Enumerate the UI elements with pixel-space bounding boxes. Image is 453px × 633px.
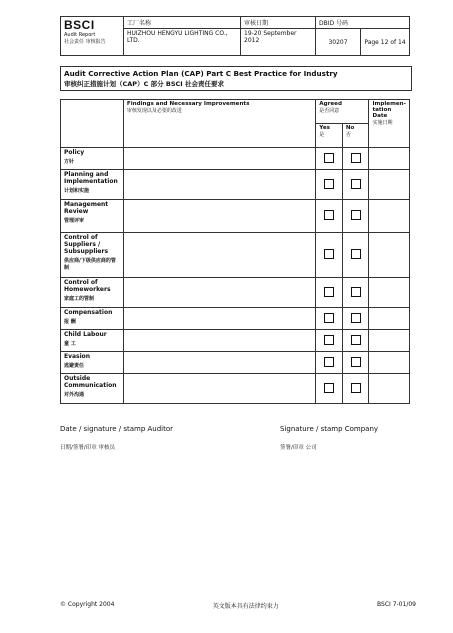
no-cell bbox=[342, 233, 369, 278]
row-label-en: Policy bbox=[64, 149, 85, 156]
findings-cell[interactable] bbox=[123, 352, 315, 374]
findings-cell[interactable] bbox=[123, 308, 315, 330]
yes-header bbox=[316, 124, 343, 148]
yes-cell bbox=[316, 278, 343, 308]
yes-checkbox[interactable] bbox=[324, 383, 334, 393]
brand-logo: BSCI bbox=[64, 18, 95, 32]
no-checkbox[interactable] bbox=[351, 153, 361, 163]
dbid-value: 30207 bbox=[316, 29, 361, 56]
findings-cell[interactable] bbox=[123, 148, 315, 170]
no-header-cn: 否 bbox=[345, 132, 351, 138]
yes-header-cn: 是 bbox=[319, 132, 325, 138]
row-label-en: Planning and Implementation bbox=[64, 171, 118, 185]
row-label-en: Control of Homeworkers bbox=[64, 279, 111, 293]
no-checkbox[interactable] bbox=[351, 210, 361, 220]
doc-code: BSCI 7-01/09 bbox=[377, 601, 416, 608]
table-row bbox=[61, 278, 410, 308]
agreed-header-cn: 是否同意 bbox=[319, 108, 340, 114]
row-label-cn: 对外沟通 bbox=[64, 392, 85, 398]
row-label-en: Evasion bbox=[64, 353, 91, 360]
row-label bbox=[61, 170, 124, 200]
impl-header-en: Implemen-tation Date bbox=[372, 101, 406, 119]
agreed-header-en: Agreed bbox=[319, 101, 342, 107]
row-label-en: Management Review bbox=[64, 201, 109, 215]
corner-cell bbox=[61, 100, 124, 148]
row-label bbox=[61, 148, 124, 170]
findings-header-en: Findings and Necessary Improvements bbox=[126, 101, 250, 107]
row-label-cn: 逃避责任 bbox=[64, 363, 85, 369]
no-cell bbox=[342, 200, 369, 233]
row-label-en: Child Labour bbox=[64, 331, 107, 338]
header-table bbox=[60, 16, 410, 56]
row-label bbox=[61, 278, 124, 308]
impl-date-cell[interactable] bbox=[369, 148, 410, 170]
row-label-cn: 报 酬 bbox=[64, 319, 76, 325]
yes-checkbox[interactable] bbox=[324, 210, 334, 220]
impl-date-cell[interactable] bbox=[369, 352, 410, 374]
row-label bbox=[61, 374, 124, 404]
impl-date-cell[interactable] bbox=[369, 170, 410, 200]
no-checkbox[interactable] bbox=[351, 249, 361, 259]
row-label-cn: 家庭工的管制 bbox=[64, 296, 95, 302]
copyright: © Copyright 2004 bbox=[60, 601, 115, 608]
yes-cell bbox=[316, 233, 343, 278]
auditor-signature-cn: 日期/签署/印章 审核员 bbox=[60, 445, 115, 451]
no-cell bbox=[342, 330, 369, 352]
findings-cell[interactable] bbox=[123, 200, 315, 233]
impl-date-cell[interactable] bbox=[369, 278, 410, 308]
company-signature-en: Signature / stamp Company bbox=[280, 425, 379, 433]
footer bbox=[60, 601, 416, 610]
table-row bbox=[61, 233, 410, 278]
no-cell bbox=[342, 308, 369, 330]
no-cell bbox=[342, 170, 369, 200]
yes-cell bbox=[316, 330, 343, 352]
yes-cell bbox=[316, 200, 343, 233]
impl-date-cell[interactable] bbox=[369, 200, 410, 233]
brand-cell bbox=[61, 17, 124, 56]
auditor-signature-en: Date / signature / stamp Auditor bbox=[60, 425, 174, 433]
yes-cell bbox=[316, 148, 343, 170]
impl-date-cell[interactable] bbox=[369, 374, 410, 404]
table-row bbox=[61, 148, 410, 170]
date-label: 审核日期 bbox=[241, 17, 316, 29]
row-label-cn: 管理评审 bbox=[64, 218, 85, 224]
yes-checkbox[interactable] bbox=[324, 313, 334, 323]
no-header bbox=[342, 124, 369, 148]
legal-note: 英文版本具有法律约束力 bbox=[212, 603, 279, 610]
row-label bbox=[61, 308, 124, 330]
findings-cell[interactable] bbox=[123, 278, 315, 308]
impl-date-cell[interactable] bbox=[369, 233, 410, 278]
row-label bbox=[61, 330, 124, 352]
no-checkbox[interactable] bbox=[351, 357, 361, 367]
section-title-cn: 审核纠正措施计划（CAP）C 部分 BSCI 社会责任要求 bbox=[64, 80, 224, 88]
row-label bbox=[61, 352, 124, 374]
findings-cell[interactable] bbox=[123, 233, 315, 278]
page-number: Page 12 of 14 bbox=[361, 29, 410, 56]
row-label-en: Control of Suppliers / Subsuppliers bbox=[64, 234, 109, 255]
dbid-label: DBID 号码 bbox=[316, 17, 410, 29]
yes-cell bbox=[316, 374, 343, 404]
no-cell bbox=[342, 278, 369, 308]
findings-cell[interactable] bbox=[123, 330, 315, 352]
auditor-signature bbox=[60, 425, 173, 451]
impl-header-cn: 实施日期 bbox=[372, 120, 393, 126]
row-label bbox=[61, 233, 124, 278]
factory-label: 工厂名称 bbox=[124, 17, 241, 29]
yes-cell bbox=[316, 170, 343, 200]
no-cell bbox=[342, 352, 369, 374]
findings-cell[interactable] bbox=[123, 170, 315, 200]
row-label-cn: 计划和实施 bbox=[64, 188, 90, 194]
cap-table bbox=[60, 99, 410, 404]
findings-cell[interactable] bbox=[123, 374, 315, 404]
audit-date: 19-20 September 2012 bbox=[241, 29, 316, 56]
yes-cell bbox=[316, 352, 343, 374]
report-title-cn: 社会责任 审核报告 bbox=[64, 39, 106, 45]
table-row bbox=[61, 330, 410, 352]
yes-checkbox[interactable] bbox=[324, 249, 334, 259]
no-cell bbox=[342, 148, 369, 170]
row-label-cn: 供应商/下级供应商的管制 bbox=[64, 258, 116, 271]
yes-checkbox[interactable] bbox=[324, 335, 334, 345]
agreed-header bbox=[316, 100, 369, 124]
no-checkbox[interactable] bbox=[351, 313, 361, 323]
no-checkbox[interactable] bbox=[351, 383, 361, 393]
row-label-cn: 方针 bbox=[64, 159, 75, 165]
no-checkbox[interactable] bbox=[351, 287, 361, 297]
no-checkbox[interactable] bbox=[351, 335, 361, 345]
no-header-en: No bbox=[345, 125, 355, 131]
factory-name: HUIZHOU HENGYU LIGHTING CO., LTD. bbox=[124, 29, 241, 56]
impl-header bbox=[369, 100, 410, 148]
impl-date-cell[interactable] bbox=[369, 330, 410, 352]
row-label bbox=[61, 200, 124, 233]
findings-header-cn: 审核发现以及必要的改进 bbox=[126, 108, 182, 114]
company-signature-cn: 签署/印章 公司 bbox=[280, 445, 317, 451]
impl-date-cell[interactable] bbox=[369, 308, 410, 330]
yes-checkbox[interactable] bbox=[324, 357, 334, 367]
company-signature bbox=[280, 425, 378, 451]
yes-checkbox[interactable] bbox=[324, 153, 334, 163]
table-row bbox=[61, 374, 410, 404]
yes-checkbox[interactable] bbox=[324, 287, 334, 297]
table-row bbox=[61, 308, 410, 330]
table-row bbox=[61, 352, 410, 374]
yes-header-en: Yes bbox=[319, 125, 330, 131]
row-label-en: Compensation bbox=[64, 309, 113, 316]
section-title-en: Audit Corrective Action Plan (CAP) Part C Best Practice for Industry bbox=[64, 69, 338, 78]
findings-header bbox=[123, 100, 315, 148]
yes-checkbox[interactable] bbox=[324, 179, 334, 189]
report-title-en: Audit Report bbox=[64, 32, 96, 38]
table-row bbox=[61, 170, 410, 200]
no-checkbox[interactable] bbox=[351, 179, 361, 189]
row-label-en: Outside Communication bbox=[64, 375, 117, 389]
table-row bbox=[61, 200, 410, 233]
yes-cell bbox=[316, 308, 343, 330]
no-cell bbox=[342, 374, 369, 404]
section-title bbox=[60, 66, 412, 91]
row-label-cn: 童 工 bbox=[64, 341, 76, 347]
